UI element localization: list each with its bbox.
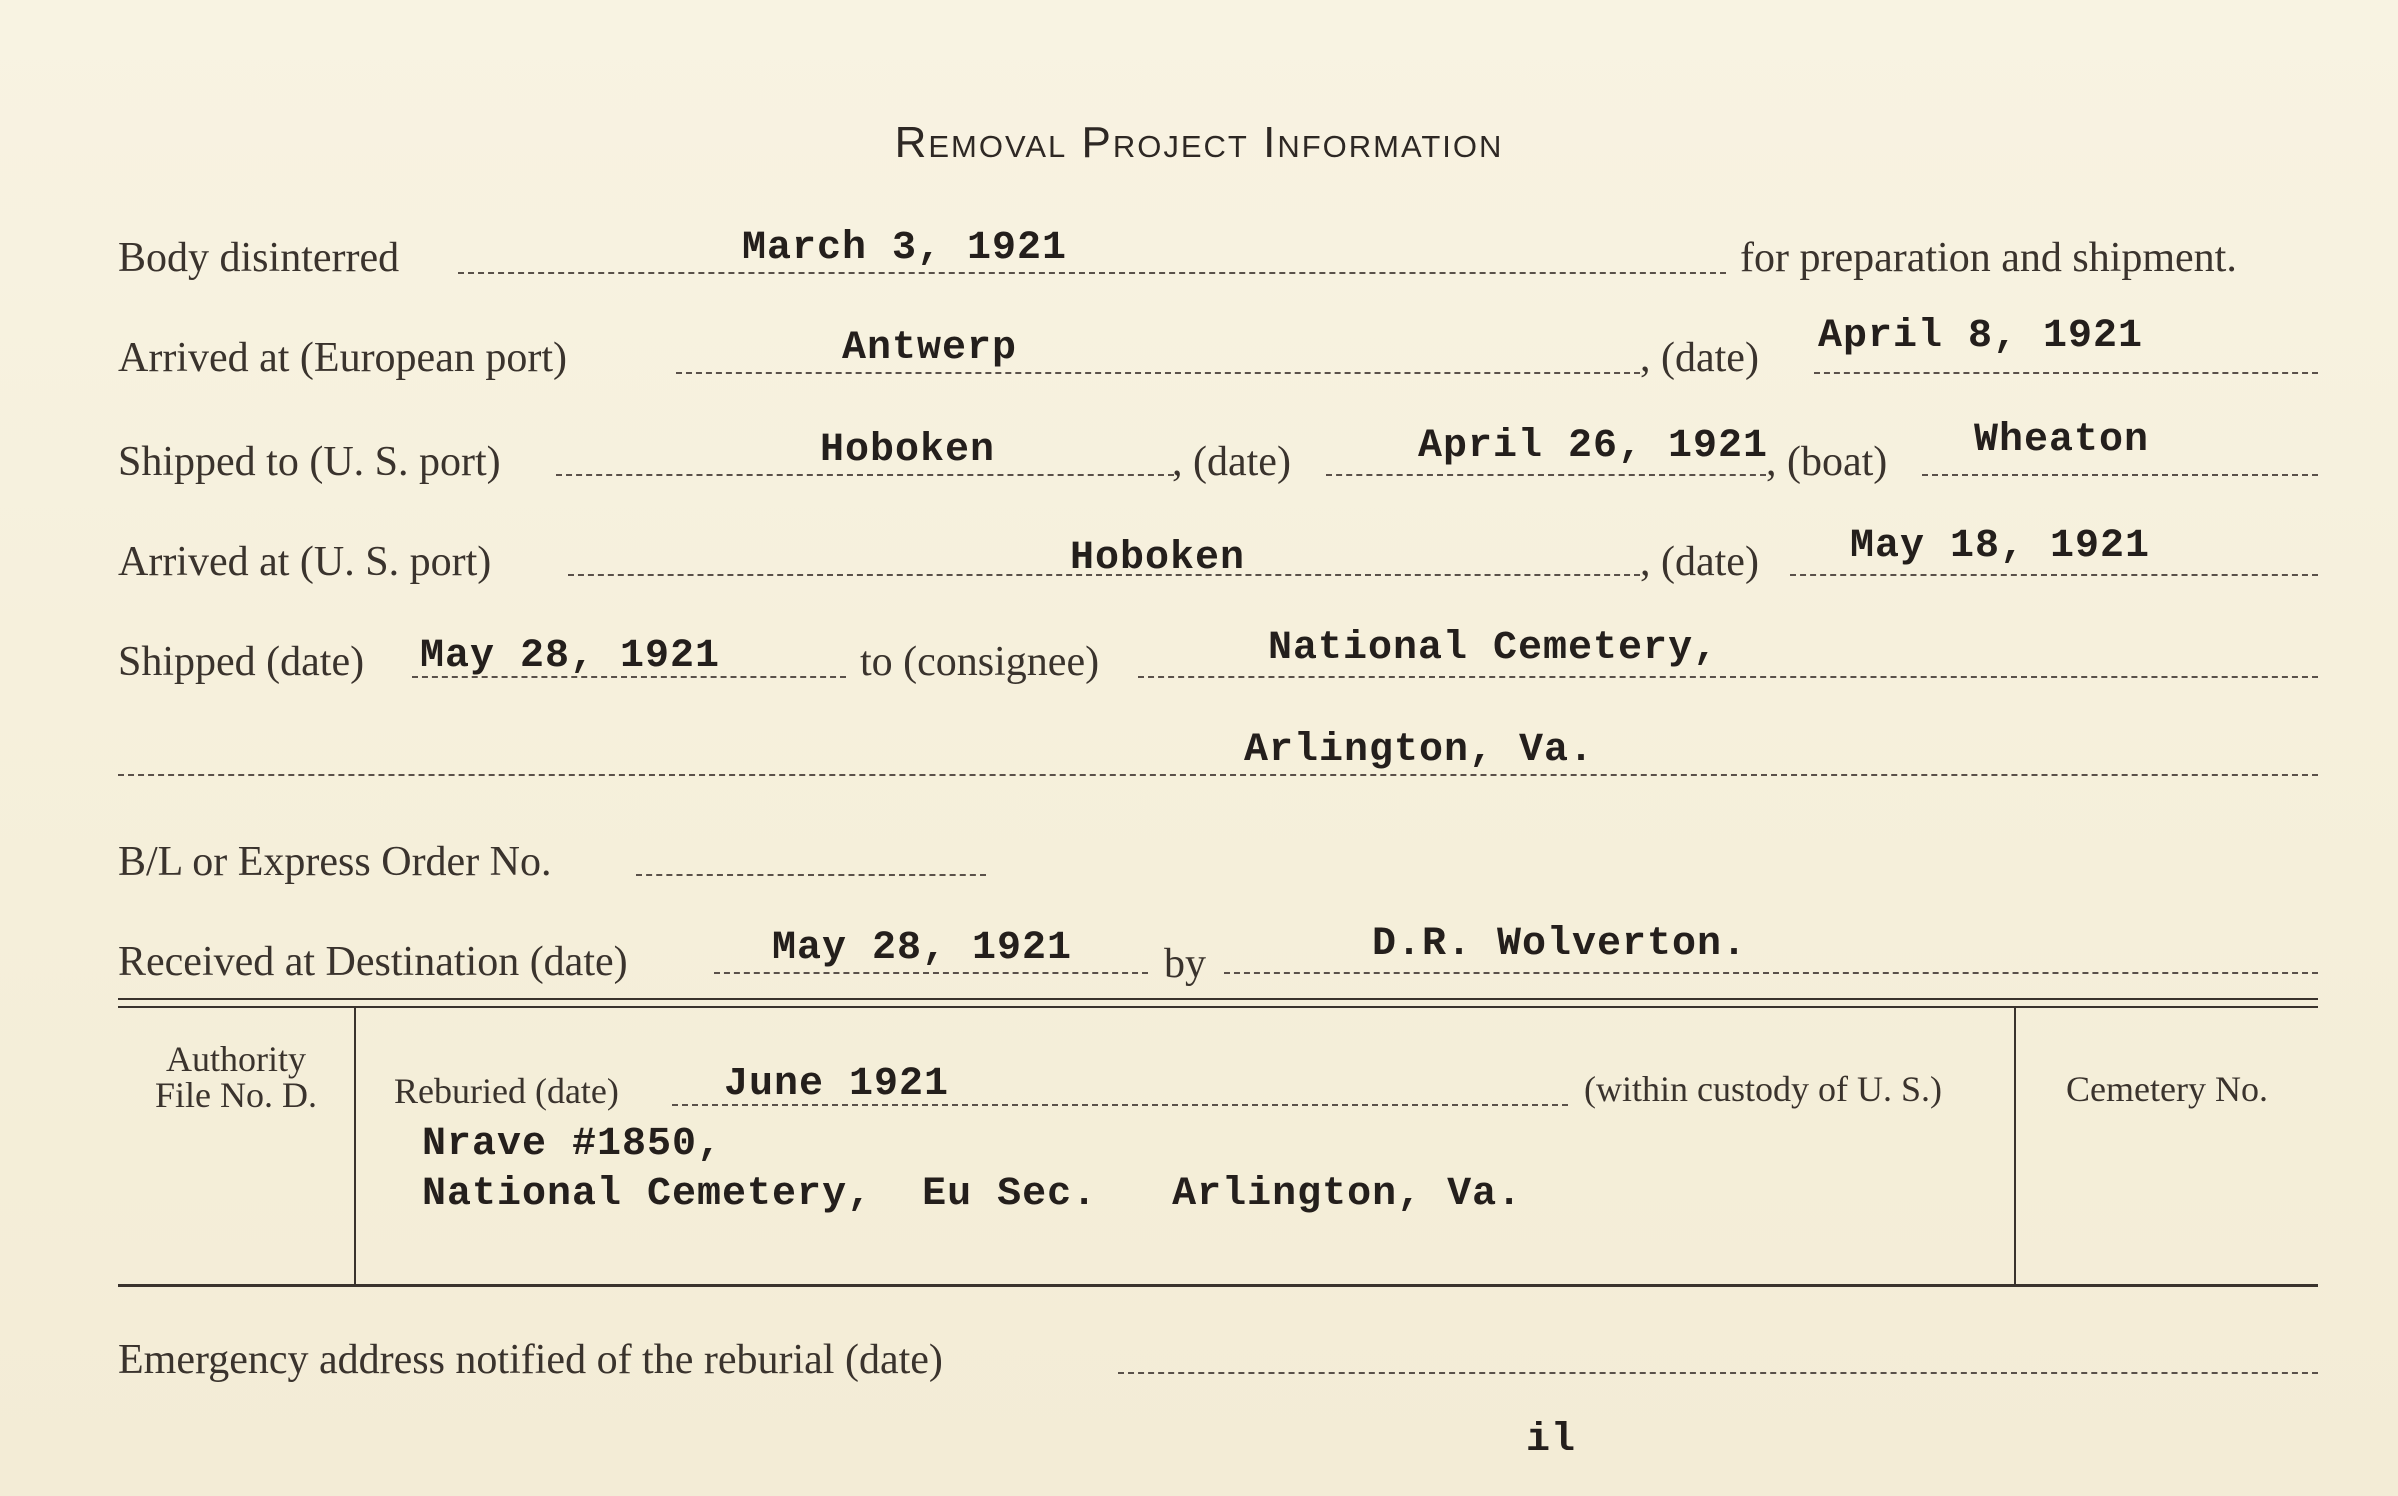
disinterred-suffix: for preparation and shipment.: [1740, 235, 2237, 281]
reburied-label: Reburied (date): [394, 1071, 619, 1111]
emergency-label: Emergency address notified of the reburial (date): [118, 1337, 943, 1383]
emergency-line: [1118, 1372, 2318, 1374]
received-label: Received at Destination (date): [118, 939, 628, 985]
consignee-value-1: National Cemetery,: [1268, 626, 1719, 671]
footer-code: il: [1526, 1418, 1577, 1463]
shipped-us-boat: Wheaton: [1974, 418, 2150, 463]
shipped-label: Shipped (date): [118, 639, 365, 685]
consignee-line-1: [1138, 676, 2318, 678]
shipped-us-date: April 26, 1921: [1418, 424, 1769, 469]
arrived-us-label: Arrived at (U. S. port): [118, 539, 492, 585]
arrived-eu-date: April 8, 1921: [1818, 314, 2144, 359]
box-divider-left: [354, 1008, 356, 1284]
bl-label: B/L or Express Order No.: [118, 839, 552, 885]
consignee-value-2: Arlington, Va.: [1244, 728, 1595, 773]
arrived-us-date-label: , (date): [1640, 539, 1759, 585]
arrived-eu-date-label: , (date): [1640, 335, 1759, 381]
consignee-line-2: [118, 774, 2318, 776]
box-divider-right: [2014, 1008, 2016, 1284]
grave-line-1: Nrave #1850,: [422, 1122, 723, 1167]
grave-line-2: National Cemetery, Eu Sec. Arlington, Va.: [422, 1172, 1523, 1217]
card-title: Removal Project Information: [894, 118, 1504, 167]
shipped-us-boat-label: , (boat): [1766, 439, 1888, 485]
disinterred-label: Body disinterred: [118, 235, 400, 281]
shipped-us-label: Shipped to (U. S. port): [118, 439, 501, 485]
received-by-label: by: [1164, 941, 1206, 987]
arrived-eu-label: Arrived at (European port): [118, 335, 567, 381]
shipped-us-boat-line: [1922, 474, 2318, 476]
received-date: May 28, 1921: [772, 926, 1073, 971]
arrived-us-date-line: [1790, 574, 2318, 576]
arrived-eu-port: Antwerp: [842, 326, 1018, 371]
box-top-rule-2: [118, 1006, 2318, 1008]
custody-label: (within custody of U. S.): [1584, 1069, 1942, 1109]
received-by-line: [1224, 972, 2318, 974]
disinterred-value: March 3, 1921: [742, 226, 1068, 271]
arrived-eu-date-line: [1814, 372, 2318, 374]
box-bottom-rule: [118, 1284, 2318, 1287]
shipped-us-port: Hoboken: [820, 428, 996, 473]
shipped-us-port-line: [556, 474, 1174, 476]
authority-label-2: File No. D.: [155, 1075, 317, 1115]
consignee-label: to (consignee): [860, 639, 1100, 685]
box-top-rule-1: [118, 998, 2318, 1000]
disinterred-line: [458, 272, 1726, 274]
arrived-us-date: May 18, 1921: [1850, 524, 2151, 569]
reburied-date: June 1921: [724, 1062, 950, 1107]
shipped-us-date-line: [1326, 474, 1766, 476]
bl-line: [636, 874, 986, 876]
arrived-us-port: Hoboken: [1070, 536, 1246, 581]
cemetery-no-label: Cemetery No.: [2066, 1069, 2268, 1109]
received-by: D.R. Wolverton.: [1372, 922, 1748, 967]
arrived-eu-port-line: [676, 372, 1640, 374]
authority-label-1: Authority: [166, 1039, 306, 1079]
shipped-date: May 28, 1921: [420, 634, 721, 679]
shipped-us-date-label: , (date): [1172, 439, 1291, 485]
received-date-line: [714, 972, 1148, 974]
